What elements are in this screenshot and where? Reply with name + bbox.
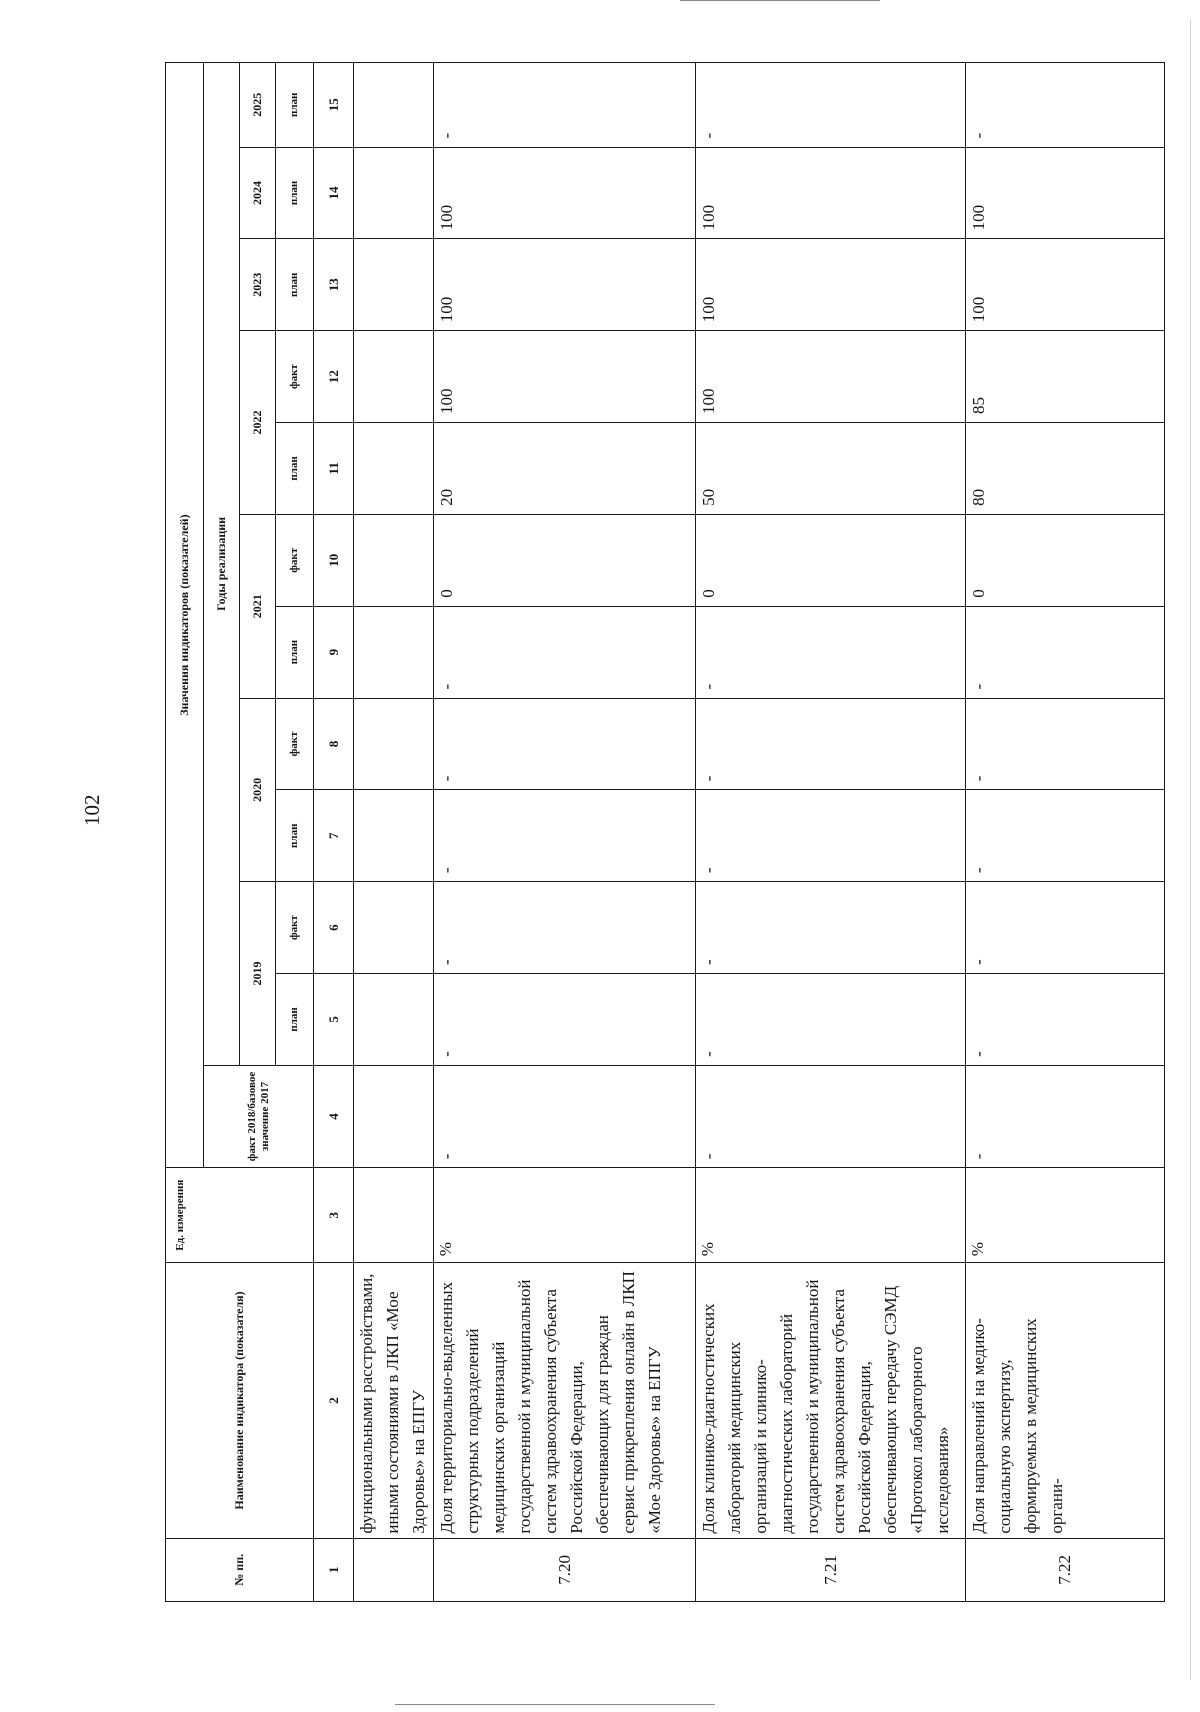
value-cell [354, 698, 434, 790]
header-plan: план [276, 974, 314, 1066]
indicators-table-rotated [165, 62, 1165, 1602]
header-num: № пп. [166, 1538, 314, 1601]
value-cell: - [434, 63, 696, 148]
row-number: 7.22 [966, 1538, 1165, 1601]
value-cell [354, 63, 434, 148]
column-number: 15 [314, 63, 354, 148]
header-years-group: Годы реализации [204, 63, 240, 1066]
value-cell: 100 [434, 331, 696, 423]
column-number: 5 [314, 974, 354, 1066]
value-cell [354, 974, 434, 1066]
value-cell: 0 [434, 514, 696, 606]
unit-cell: % [434, 1168, 696, 1263]
column-number: 12 [314, 331, 354, 423]
column-number-row [314, 63, 354, 1602]
value-cell: - [434, 606, 696, 698]
column-number: 7 [314, 790, 354, 882]
value-cell: 50 [696, 423, 966, 515]
row-number: 7.20 [434, 1538, 696, 1601]
column-number: 10 [314, 514, 354, 606]
value-cell [354, 514, 434, 606]
header-year-2024: 2024 [240, 147, 276, 239]
value-cell: 100 [696, 147, 966, 239]
value-cell: - [966, 882, 1165, 974]
table-row [354, 63, 434, 1602]
header-year-2022: 2022 [240, 331, 276, 515]
header-plan: план [276, 147, 314, 239]
header-year-2019: 2019 [240, 882, 276, 1066]
value-cell: - [966, 63, 1165, 148]
value-cell: - [966, 974, 1165, 1066]
column-number: 9 [314, 606, 354, 698]
scan-artifact-line [1190, 20, 1191, 1680]
row-number [354, 1538, 434, 1601]
indicator-name: функциональными расстройствами, иными состояниями в ЛКП «Мое Здоровье» на ЕПГУ [354, 1263, 434, 1538]
table-row [966, 63, 1165, 1602]
value-cell: - [696, 1065, 966, 1167]
value-cell: - [966, 1065, 1165, 1167]
value-cell [354, 331, 434, 423]
value-cell: - [696, 790, 966, 882]
value-cell [354, 239, 434, 331]
column-number: 13 [314, 239, 354, 331]
value-cell: - [696, 974, 966, 1066]
table-row [434, 63, 696, 1602]
value-cell: - [434, 882, 696, 974]
header-unit: Ед. измерения [166, 1168, 314, 1263]
column-number: 3 [314, 1168, 354, 1263]
scan-artifact-line [680, 0, 880, 1]
header-fact: факт [276, 514, 314, 606]
header-values-group: Значения индикаторов (показателей) [166, 63, 204, 1168]
value-cell: 0 [966, 514, 1165, 606]
indicator-name: Доля территориально-выделенных структурных подразделений медицинских организаций государственной и муниципальной систем здравоохранения субъекта Российской Федерации, обеспечивающих для граждан сервис прикрепления онлайн в ЛКП «Мое Здоровье» на ЕПГУ [434, 1263, 696, 1538]
column-number: 1 [314, 1538, 354, 1601]
value-cell: 20 [434, 423, 696, 515]
value-cell: 100 [966, 239, 1165, 331]
value-cell: - [966, 698, 1165, 790]
value-cell: - [696, 882, 966, 974]
value-cell: - [434, 698, 696, 790]
value-cell [354, 1065, 434, 1167]
header-fact-base: факт 2018/базовое значение 2017 [204, 1065, 314, 1167]
header-year-2023: 2023 [240, 239, 276, 331]
header-fact: факт [276, 331, 314, 423]
header-fact: факт [276, 882, 314, 974]
column-number: 8 [314, 698, 354, 790]
page-number: 102 [80, 794, 104, 826]
value-cell: - [696, 698, 966, 790]
value-cell: 100 [966, 147, 1165, 239]
value-cell: 100 [696, 239, 966, 331]
indicator-name: Доля направлений на медико-социальную экспертизу, формируемых в медицинских органи- [966, 1263, 1165, 1538]
value-cell: - [434, 1065, 696, 1167]
unit-cell [354, 1168, 434, 1263]
value-cell [354, 606, 434, 698]
value-cell: - [434, 974, 696, 1066]
unit-cell: % [696, 1168, 966, 1263]
column-number: 14 [314, 147, 354, 239]
value-cell: - [434, 790, 696, 882]
value-cell: 100 [434, 239, 696, 331]
scan-artifact-line [395, 1704, 715, 1705]
column-number: 4 [314, 1065, 354, 1167]
value-cell: 80 [966, 423, 1165, 515]
value-cell [354, 423, 434, 515]
column-number: 11 [314, 423, 354, 515]
row-number: 7.21 [696, 1538, 966, 1601]
value-cell: - [696, 63, 966, 148]
table-row [696, 63, 966, 1602]
column-number: 6 [314, 882, 354, 974]
unit-cell: % [966, 1168, 1165, 1263]
header-plan: план [276, 239, 314, 331]
header-plan: план [276, 63, 314, 148]
indicators-table [165, 62, 1165, 1602]
value-cell [354, 882, 434, 974]
header-year-2021: 2021 [240, 514, 276, 698]
header-year-2020: 2020 [240, 698, 276, 882]
header-name: Наименование индикатора (показателя) [166, 1263, 314, 1538]
header-row-1 [166, 63, 204, 1602]
value-cell [354, 790, 434, 882]
indicator-name: Доля клинико-диагностических лабораторий медицинских организаций и клинико-диагностических лабораторий государственной и муниципальной систем здравоохранения субъекта Российской Федерации, обеспечивающих передачу СЭМД «Протокол лабораторного исследования» [696, 1263, 966, 1538]
value-cell: - [966, 790, 1165, 882]
header-plan: план [276, 790, 314, 882]
value-cell: 85 [966, 331, 1165, 423]
value-cell: - [966, 606, 1165, 698]
value-cell: 100 [696, 331, 966, 423]
value-cell: 0 [696, 514, 966, 606]
header-fact: факт [276, 698, 314, 790]
header-year-2025: 2025 [240, 63, 276, 148]
header-plan: план [276, 606, 314, 698]
value-cell: 100 [434, 147, 696, 239]
value-cell [354, 147, 434, 239]
value-cell: - [696, 606, 966, 698]
column-number: 2 [314, 1263, 354, 1538]
header-plan: план [276, 423, 314, 515]
